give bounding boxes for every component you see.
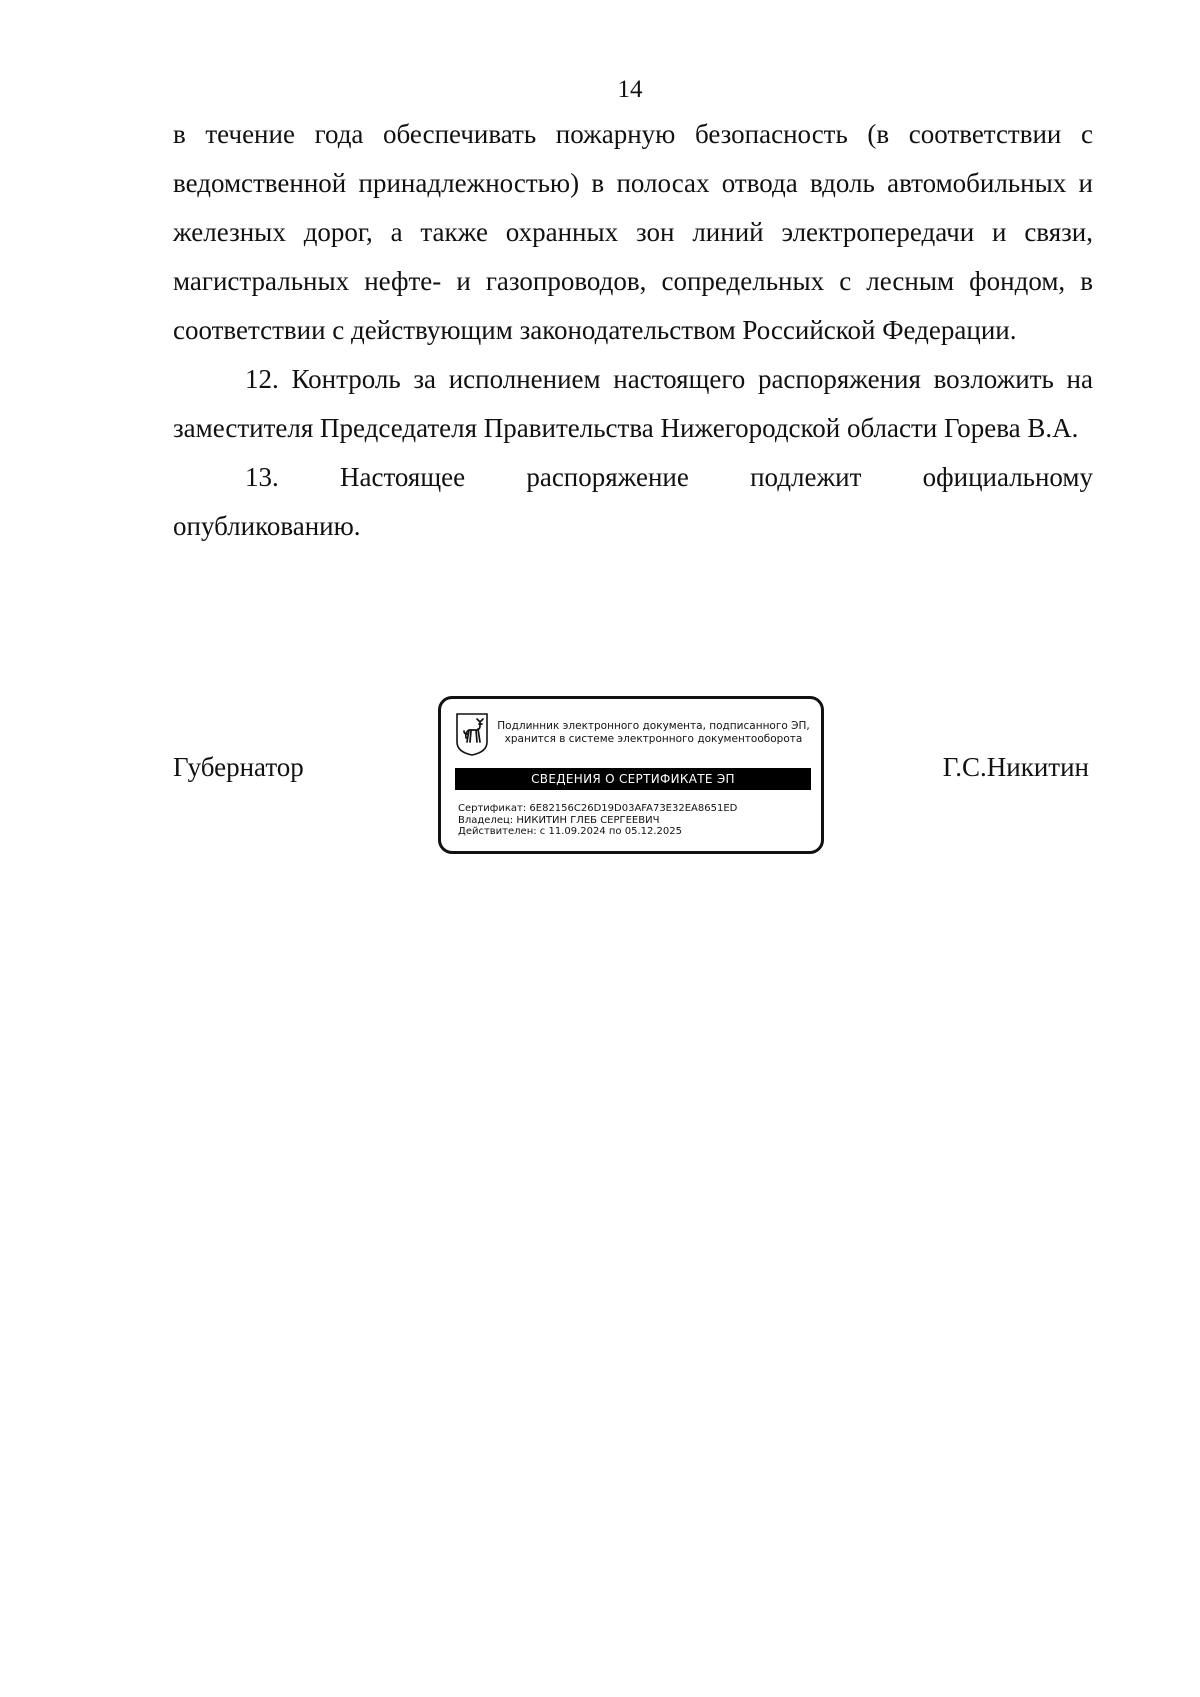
signatory-name: Г.С.Никитин [942,752,1089,782]
signatory-title: Губернатор [173,752,304,782]
certificate-details [458,803,737,838]
stamp-notice-line: хранится в системе электронного документооборота [504,733,803,745]
paragraph-12-control: 12. Контроль за исполнением настоящего распоряжения возложить на заместителя Председателя Правительства Нижегородской области Горева В.А. [173,364,1093,443]
stamp-header-bar: СВЕДЕНИЯ О СЕРТИФИКАТЕ ЭП [455,768,811,790]
stamp-notice [491,720,816,746]
document-body [173,110,1093,551]
certificate-validity: Действителен: с 11.09.2024 по 05.12.2025 [458,826,682,837]
coat-of-arms-deer-icon [455,712,489,756]
page-number: 14 [617,76,643,103]
stamp-notice-line: Подлинник электронного документа, подписанного ЭП, [497,720,810,732]
paragraph-fire-safety: в течение года обеспечивать пожарную безопасность (в соответствии с ведомственной принадлежностью) в полосах отвода вдоль автомобильных и железных дорог, а также охранных зон линий электропередачи и связи, магистральных нефте- и газопроводов, сопредельных с лесным фондом, в соответствии с действующим законодательством Российской Федерации. [173,119,1093,345]
paragraph-13-publication: 13. Настоящее распоряжение подлежит официальному [245,462,1093,492]
electronic-signature-stamp [438,696,824,854]
certificate-owner: Владелец: НИКИТИН ГЛЕБ СЕРГЕЕВИЧ [458,814,660,826]
paragraph-13-continuation: опубликованию. [173,511,361,541]
certificate-serial: Сертификат: 6E82156C26D19D03AFA73E32EA8651ED [458,803,738,814]
